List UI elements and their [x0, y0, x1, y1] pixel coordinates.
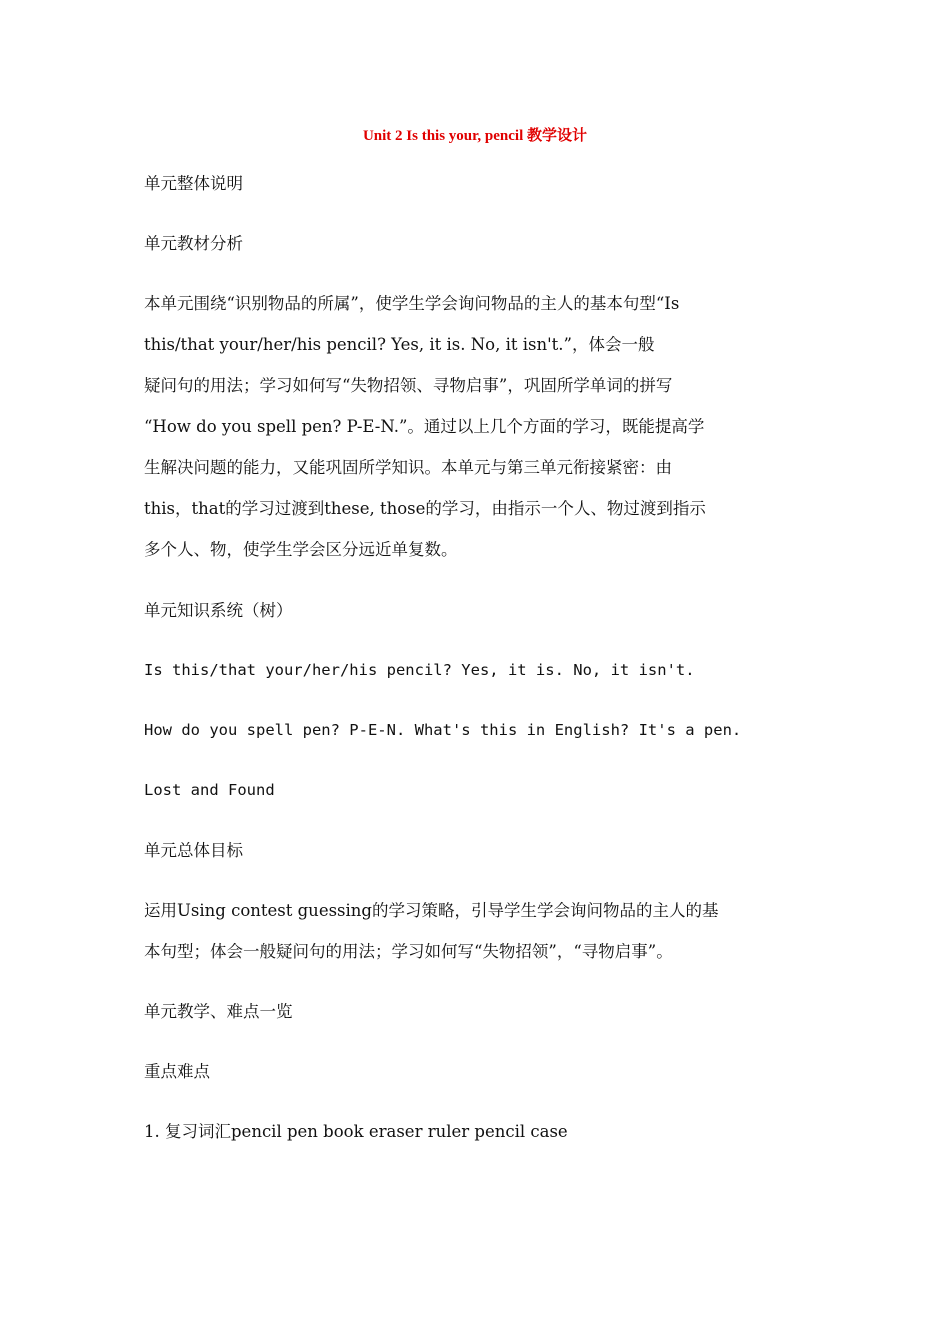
- knowledge-line-3: Lost and Found: [144, 781, 275, 799]
- heading-analysis: 单元教材分析: [144, 234, 243, 253]
- goal-line: 运用Using contest guessing的学习策略，引导学生学会询问物品的主人的基: [144, 901, 719, 920]
- knowledge-line-1: Is this/that your/her/his pencil? Yes, it is. No, it isn't.: [144, 661, 695, 679]
- analysis-paragraph: [144, 283, 814, 570]
- analysis-line: 生解决问题的能力，又能巩固所学知识。本单元与第三单元衔接紧密：由: [144, 458, 672, 477]
- list-item-1: 1. 复习词汇pencil pen book eraser ruler pencil case: [144, 1122, 568, 1141]
- goal-line: 本句型；体会一般疑问句的用法；学习如何写“失物招领”，“寻物启事”。: [144, 942, 673, 961]
- heading-key-points: 重点难点: [144, 1062, 210, 1081]
- analysis-line: 疑问句的用法；学习如何写“失物招领、寻物启事”，巩固所学单词的拼写: [144, 376, 673, 395]
- analysis-line: “How do you spell pen? P-E-N.”。通过以上几个方面的学习，既能提高学: [144, 417, 705, 436]
- knowledge-line-2: How do you spell pen? P-E-N. What's this in English? It's a pen.: [144, 721, 742, 739]
- heading-overall: 单元整体说明: [144, 174, 243, 193]
- goal-paragraph: [144, 890, 814, 972]
- analysis-line: 多个人、物，使学生学会区分远近单复数。: [144, 540, 458, 559]
- analysis-line: this/that your/her/his pencil? Yes, it is. No, it isn't.”，体会一般: [144, 335, 655, 354]
- document-title: Unit 2 Is this your, pencil 教学设计: [362, 128, 588, 144]
- heading-goal: 单元总体目标: [144, 841, 243, 860]
- analysis-line: this，that的学习过渡到these, those的学习，由指示一个人、物过渡到指示: [144, 499, 706, 518]
- heading-knowledge: 单元知识系统（树）: [144, 601, 293, 620]
- analysis-line: 本单元围绕“识别物品的所属”，使学生学会询问物品的主人的基本句型“Is: [144, 294, 680, 313]
- heading-overview: 单元教学、难点一览: [144, 1002, 293, 1021]
